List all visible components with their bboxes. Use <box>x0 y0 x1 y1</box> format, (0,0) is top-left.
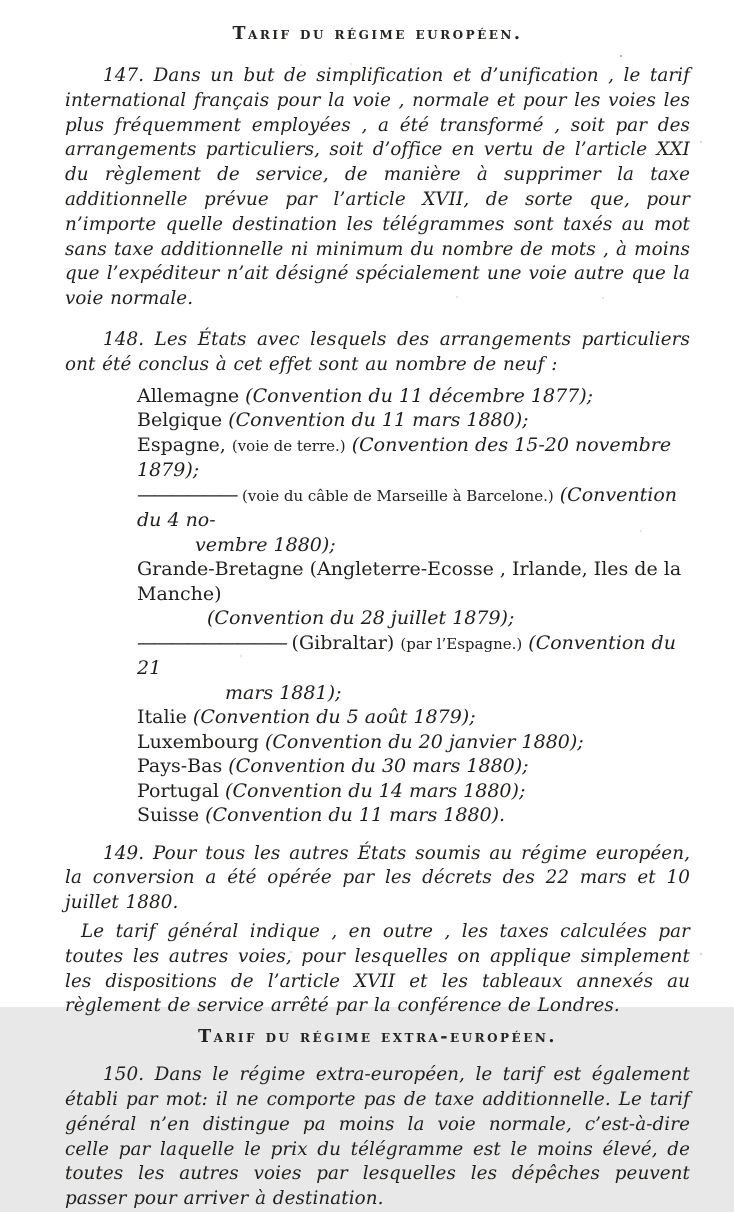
ditto-dash: ————————— <box>137 631 286 654</box>
treaty-item-espagne-cable <box>137 483 690 558</box>
convention-text: (Convention du 11 mars 1880). <box>205 804 506 827</box>
country-name: Belgique <box>137 409 223 432</box>
treaty-item-allemagne <box>137 384 690 409</box>
country-name: (Gibraltar) <box>291 631 395 654</box>
convention-text: (Convention du 21 <box>137 631 676 680</box>
treaty-list <box>137 384 690 828</box>
country-name: Pays-Bas <box>137 755 223 778</box>
country-name: Luxembourg <box>137 730 259 753</box>
country-name: Italie <box>137 706 187 729</box>
country-name: Portugal <box>137 779 219 802</box>
country-detail: (Angleterre-Ecosse , Irlande, Iles de la Manche) <box>137 558 682 605</box>
section-heading-european: Tarif du régime européen. <box>232 24 523 44</box>
convention-text: (Convention du 11 décembre 1877); <box>245 384 594 407</box>
route-note: (voie du câble de Marseille à Barcelone.) <box>242 486 554 505</box>
treaty-item-grande-bretagne <box>137 557 690 631</box>
treaty-item-pays-bas <box>137 754 690 779</box>
section-heading-extra-european: Tarif du régime extra-européen. <box>198 1027 557 1048</box>
convention-text: (Convention du 14 mars 1880); <box>225 779 526 802</box>
treaty-item-espagne-terre <box>137 433 690 483</box>
route-note: (voie de terre.) <box>231 436 346 455</box>
treaty-item-portugal <box>137 779 690 804</box>
convention-text: (Convention du 4 no- <box>137 483 677 532</box>
convention-continuation: (Convention du 28 juillet 1879); <box>207 607 515 630</box>
treaty-item-belgique <box>137 408 690 433</box>
paragraph-148: 148. Les États avec lesquels des arrangements particuliers ont été conclus à cet effet sont au nombre de neuf : <box>65 328 690 375</box>
convention-continuation: mars 1881); <box>225 681 342 704</box>
paragraph-149-continued: Le tarif général indique , en outre , les taxes calculées par toutes les autres voies, pour lesquelles on applique simplement les dispositions de l’article XVII et les tableaux annexés au règlement de service arrêté par la conférence de Londres. <box>65 920 690 1017</box>
paragraph-150: 150. Dans le régime extra-européen, le tarif est également établi par mot: il ne comporte pas de taxe additionnelle. Le tarif général n’en distingue pa moins la voie normale, c’est-à-dire celle par laquelle le prix du télégramme est le moins élevé, de toutes les autres voies par lesquelles les dépêches peuvent passer pour arriver à destination. <box>65 1064 690 1210</box>
ditto-dash: —————— <box>137 483 236 506</box>
country-name: Allemagne <box>137 384 240 407</box>
treaty-item-suisse <box>137 803 690 828</box>
country-name: Grande-Bretagne <box>137 558 304 581</box>
treaty-item-italie <box>137 705 690 730</box>
country-name: Espagne, <box>137 433 226 456</box>
treaty-item-luxembourg <box>137 730 690 755</box>
convention-text: (Convention du 30 mars 1880); <box>228 755 529 778</box>
convention-text: (Convention des 15-20 novembre 1879); <box>137 433 672 482</box>
convention-text: (Convention du 5 août 1879); <box>192 706 476 729</box>
convention-text: (Convention du 11 mars 1880); <box>228 409 529 432</box>
treaty-item-gibraltar <box>137 631 690 706</box>
paragraph-149: 149. Pour tous les autres États soumis au régime européen, la conversion a été opérée par les décrets des 22 mars et 10 juillet 1880. <box>65 842 690 914</box>
convention-text: (Convention du 20 janvier 1880); <box>264 730 584 753</box>
country-name: Suisse <box>137 804 200 827</box>
route-note: (par l’Espagne.) <box>400 634 523 653</box>
paragraph-147: 147. Dans un but de simplification et d’unification , le tarif international français pour la voie , normale et pour les voies les plus fréquemment employées , a été transformé , soit par des arrangements particuliers, soit d’office en vertu de l’article XXI du règlement de service, de manière à supprimer la taxe additionnelle prévue par l’article XVII, de sorte que, pour n’importe quelle destination les télégrammes sont taxés au mot sans taxe additionnelle ni minimum du nombre de mots , à moins que l’expéditeur n’ait désigné spécialement une voie autre que la voie normale. <box>65 65 690 310</box>
convention-continuation: vembre 1880); <box>195 533 336 556</box>
